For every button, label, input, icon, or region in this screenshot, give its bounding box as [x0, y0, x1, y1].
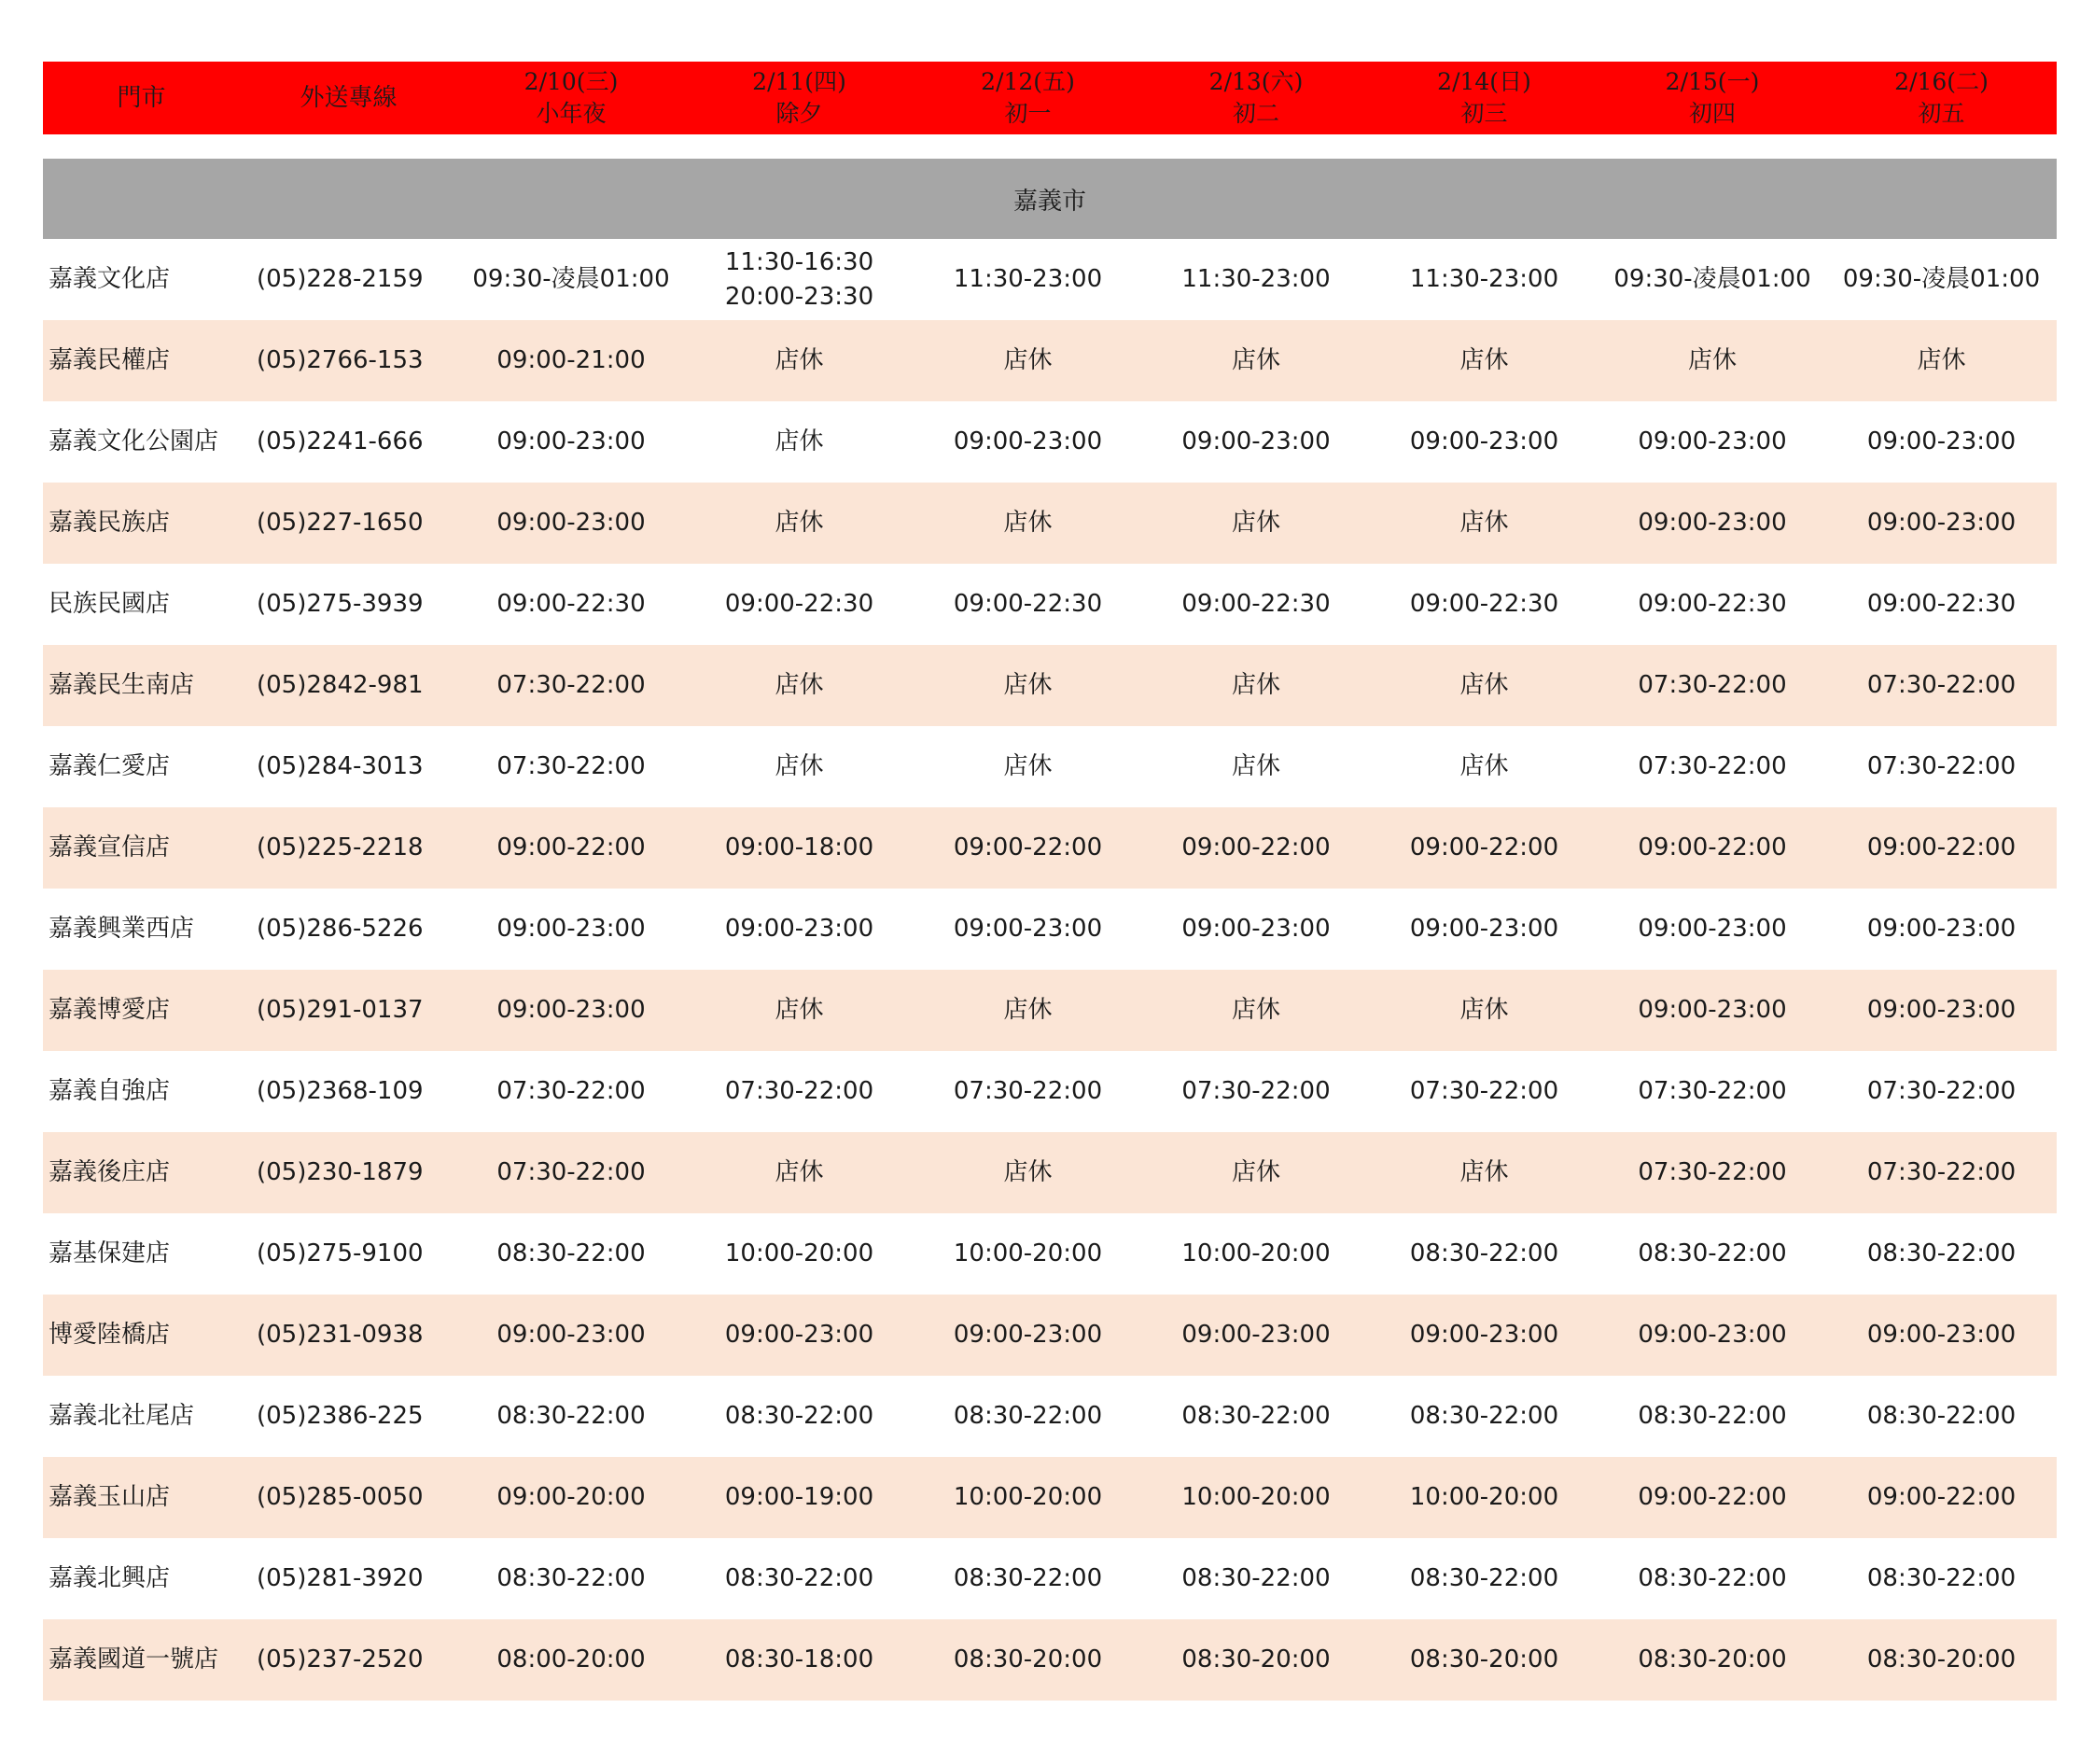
header-day-label: 初三 [1460, 100, 1508, 127]
opening-hours: 09:00-22:00 [1638, 833, 1787, 861]
opening-hours: 08:30-22:00 [724, 1402, 874, 1430]
table-row [43, 483, 2057, 564]
table-row [43, 1538, 2057, 1619]
delivery-phone: (05)2241-666 [257, 427, 424, 455]
opening-hours: 店休 [1003, 1158, 1053, 1186]
opening-hours: 09:00-23:00 [496, 915, 646, 943]
opening-hours: 09:00-22:30 [1409, 590, 1559, 618]
opening-hours: 09:00-23:00 [496, 509, 646, 537]
table-body [43, 239, 2057, 1701]
opening-hours: 店休 [1231, 996, 1280, 1024]
table-row [43, 564, 2057, 645]
table-row [43, 1457, 2057, 1538]
opening-hours: 09:00-20:00 [496, 1483, 646, 1511]
opening-hours: 07:30-22:00 [1866, 1158, 2017, 1186]
opening-hours: 08:30-22:00 [1409, 1402, 1559, 1430]
region-bar [43, 159, 2057, 239]
opening-hours: 07:30-22:00 [1866, 1077, 2017, 1105]
opening-hours: 08:30-22:00 [1866, 1564, 2017, 1592]
opening-hours: 09:00-23:00 [1866, 509, 2017, 537]
opening-hours: 店休 [1917, 346, 1966, 374]
header-day-date: 2/12(五) [981, 68, 1075, 95]
opening-hours: 店休 [1231, 346, 1280, 374]
opening-hours: 店休 [775, 752, 824, 780]
opening-hours: 09:00-22:30 [496, 590, 646, 618]
opening-hours: 07:30-22:00 [1638, 1077, 1787, 1105]
opening-hours: 08:30-22:00 [724, 1564, 874, 1592]
opening-hours: 07:30-22:00 [1866, 752, 2017, 780]
opening-hours: 09:00-22:00 [953, 833, 1103, 861]
opening-hours: 09:00-23:00 [1638, 1321, 1787, 1349]
opening-hours: 08:30-22:00 [1638, 1239, 1787, 1267]
opening-hours: 10:00-20:00 [1181, 1239, 1331, 1267]
opening-hours: 09:00-22:30 [1638, 590, 1787, 618]
header-day-label: 初二 [1232, 100, 1279, 127]
table-row [43, 726, 2057, 807]
opening-hours: 店休 [1459, 346, 1509, 374]
opening-hours: 07:30-22:00 [724, 1077, 874, 1105]
delivery-phone: (05)227-1650 [257, 509, 424, 537]
opening-hours: 07:30-22:00 [953, 1077, 1103, 1105]
region-label: 嘉義市 [1012, 187, 1086, 216]
opening-hours: 09:00-23:00 [724, 915, 874, 943]
header-day-label: 初四 [1688, 100, 1736, 127]
store-name: 嘉義文化店 [49, 265, 171, 293]
delivery-phone: (05)225-2218 [257, 833, 424, 861]
opening-hours: 07:30-22:00 [496, 671, 646, 699]
opening-hours: 店休 [1231, 509, 1280, 537]
opening-hours: 09:00-18:00 [724, 833, 874, 861]
opening-hours: 08:30-18:00 [724, 1645, 874, 1673]
store-name: 嘉義自強店 [49, 1077, 171, 1105]
header-day-label: 初一 [1004, 100, 1052, 127]
opening-hours: 店休 [1231, 752, 1280, 780]
delivery-phone: (05)228-2159 [257, 265, 424, 293]
delivery-phone: (05)2386-225 [257, 1402, 424, 1430]
header-store-label: 門市 [117, 84, 166, 112]
store-name: 嘉義民權店 [49, 346, 171, 374]
header-day-label: 小年夜 [536, 100, 607, 127]
table-row [43, 970, 2057, 1051]
store-name: 嘉義北興店 [49, 1564, 171, 1592]
opening-hours: 09:00-22:00 [1181, 833, 1331, 861]
header-store [43, 62, 240, 134]
opening-hours: 店休 [775, 1158, 824, 1186]
opening-hours: 08:30-22:00 [1181, 1402, 1331, 1430]
opening-hours: 08:30-22:00 [953, 1402, 1103, 1430]
delivery-phone: (05)286-5226 [257, 915, 424, 943]
opening-hours: 08:30-22:00 [1866, 1402, 2017, 1430]
opening-hours: 09:00-23:00 [496, 427, 646, 455]
opening-hours: 08:30-22:00 [1866, 1239, 2017, 1267]
opening-hours: 09:00-22:00 [1866, 833, 2017, 861]
opening-hours: 店休 [1459, 1158, 1509, 1186]
opening-hours: 店休 [1459, 996, 1509, 1024]
store-name: 博愛陸橋店 [49, 1321, 171, 1349]
opening-hours: 08:30-20:00 [1866, 1645, 2017, 1673]
opening-hours: 店休 [1231, 1158, 1280, 1186]
opening-hours: 08:30-22:00 [496, 1564, 646, 1592]
header-day-label: 除夕 [775, 100, 823, 127]
table-header [43, 62, 2057, 134]
opening-hours: 店休 [1003, 346, 1053, 374]
opening-hours: 08:30-22:00 [953, 1564, 1103, 1592]
opening-hours: 09:00-23:00 [1866, 1321, 2017, 1349]
opening-hours: 店休 [775, 996, 824, 1024]
header-day-label: 初五 [1918, 100, 1965, 127]
store-name: 嘉義國道一號店 [49, 1645, 219, 1673]
delivery-phone: (05)291-0137 [257, 996, 424, 1024]
opening-hours: 09:00-23:00 [724, 1321, 874, 1349]
delivery-phone: (05)281-3920 [257, 1564, 424, 1592]
header-day [914, 62, 1142, 134]
store-name: 嘉義博愛店 [49, 996, 171, 1024]
delivery-phone: (05)237-2520 [257, 1645, 424, 1673]
opening-hours: 09:00-23:00 [1866, 915, 2017, 943]
opening-hours: 07:30-22:00 [1409, 1077, 1559, 1105]
store-name: 嘉義仁愛店 [49, 752, 171, 780]
delivery-phone: (05)275-3939 [257, 590, 424, 618]
table-row [43, 239, 2057, 320]
schedule-table [43, 62, 2057, 1701]
table-row [43, 889, 2057, 970]
opening-hours: 08:30-20:00 [1638, 1645, 1787, 1673]
opening-hours: 07:30-22:00 [496, 752, 646, 780]
table-row [43, 807, 2057, 889]
opening-hours: 09:00-23:00 [1409, 427, 1559, 455]
opening-hours: 09:00-22:30 [1866, 590, 2017, 618]
opening-hours: 店休 [1459, 752, 1509, 780]
table-row [43, 645, 2057, 726]
header-day [1142, 62, 1370, 134]
header-day-date: 2/11(四) [752, 68, 846, 95]
delivery-phone: (05)231-0938 [257, 1321, 424, 1349]
opening-hours: 11:30-16:30 20:00-23:30 [724, 247, 874, 311]
opening-hours: 店休 [1459, 671, 1509, 699]
opening-hours: 09:00-23:00 [496, 996, 646, 1024]
opening-hours: 11:30-23:00 [1181, 265, 1331, 293]
header-day-date: 2/14(日) [1437, 68, 1531, 95]
opening-hours: 11:30-23:00 [1409, 265, 1559, 293]
opening-hours: 店休 [1003, 996, 1053, 1024]
opening-hours: 09:30-凌晨01:00 [1613, 265, 1811, 293]
opening-hours: 09:00-23:00 [953, 427, 1103, 455]
opening-hours: 09:00-23:00 [1409, 1321, 1559, 1349]
header-day [457, 62, 685, 134]
opening-hours: 07:30-22:00 [1181, 1077, 1331, 1105]
opening-hours: 08:30-22:00 [1409, 1564, 1559, 1592]
header-day-date: 2/16(二) [1894, 68, 1989, 95]
opening-hours: 店休 [1003, 752, 1053, 780]
header-spacer [43, 134, 2057, 159]
store-name: 嘉義文化公園店 [49, 427, 219, 455]
opening-hours: 08:30-22:00 [1409, 1239, 1559, 1267]
opening-hours: 店休 [1687, 346, 1737, 374]
opening-hours: 09:00-23:00 [1181, 1321, 1331, 1349]
store-name: 嘉義民生南店 [49, 671, 195, 699]
table-row [43, 1213, 2057, 1295]
opening-hours: 09:00-22:00 [496, 833, 646, 861]
opening-hours: 09:00-23:00 [1638, 996, 1787, 1024]
opening-hours: 店休 [775, 671, 824, 699]
header-day-date: 2/10(三) [524, 68, 619, 95]
opening-hours: 09:00-21:00 [496, 346, 646, 374]
opening-hours: 08:30-22:00 [1638, 1564, 1787, 1592]
header-phone [240, 62, 457, 134]
opening-hours: 09:00-22:30 [1181, 590, 1331, 618]
opening-hours: 11:30-23:00 [953, 265, 1103, 293]
opening-hours: 09:00-23:00 [1638, 509, 1787, 537]
opening-hours: 07:30-22:00 [1638, 671, 1787, 699]
opening-hours: 09:00-22:00 [1866, 1483, 2017, 1511]
table-row [43, 1132, 2057, 1213]
table-row [43, 1376, 2057, 1457]
table-row [43, 320, 2057, 401]
table-row [43, 1619, 2057, 1701]
opening-hours: 09:00-23:00 [1866, 996, 2017, 1024]
header-phone-label: 外送專線 [300, 84, 398, 112]
header-day [1826, 62, 2057, 134]
opening-hours: 09:30-凌晨01:00 [1842, 265, 2041, 293]
store-name: 民族民國店 [49, 590, 171, 618]
opening-hours: 08:00-20:00 [496, 1645, 646, 1673]
opening-hours: 09:00-22:00 [1638, 1483, 1787, 1511]
header-day [1598, 62, 1826, 134]
opening-hours: 店休 [1459, 509, 1509, 537]
opening-hours: 10:00-20:00 [724, 1239, 874, 1267]
opening-hours: 08:30-20:00 [1181, 1645, 1331, 1673]
store-name: 嘉義北社尾店 [49, 1402, 195, 1430]
header-day [1370, 62, 1598, 134]
opening-hours: 09:00-23:00 [953, 1321, 1103, 1349]
opening-hours: 09:00-22:00 [1409, 833, 1559, 861]
opening-hours: 07:30-22:00 [496, 1158, 646, 1186]
opening-hours: 店休 [775, 346, 824, 374]
opening-hours: 09:00-23:00 [496, 1321, 646, 1349]
opening-hours: 07:30-22:00 [1638, 752, 1787, 780]
delivery-phone: (05)285-0050 [257, 1483, 424, 1511]
opening-hours: 08:30-20:00 [1409, 1645, 1559, 1673]
opening-hours: 08:30-22:00 [1181, 1564, 1331, 1592]
opening-hours: 09:00-23:00 [1638, 427, 1787, 455]
store-name: 嘉基保建店 [49, 1239, 171, 1267]
opening-hours: 07:30-22:00 [1866, 671, 2017, 699]
opening-hours: 08:30-22:00 [496, 1402, 646, 1430]
opening-hours: 10:00-20:00 [953, 1483, 1103, 1511]
opening-hours: 店休 [1231, 671, 1280, 699]
delivery-phone: (05)2766-153 [257, 346, 424, 374]
opening-hours: 店休 [1003, 509, 1053, 537]
opening-hours: 08:30-22:00 [496, 1239, 646, 1267]
delivery-phone: (05)284-3013 [257, 752, 424, 780]
header-day-date: 2/13(六) [1208, 68, 1304, 95]
opening-hours: 09:00-22:30 [724, 590, 874, 618]
store-name: 嘉義後庄店 [49, 1158, 171, 1186]
store-name: 嘉義宣信店 [49, 833, 171, 861]
opening-hours: 09:00-22:30 [953, 590, 1103, 618]
header-day-date: 2/15(一) [1665, 68, 1760, 95]
opening-hours: 10:00-20:00 [1181, 1483, 1331, 1511]
store-name: 嘉義民族店 [49, 509, 171, 537]
opening-hours: 店休 [1003, 671, 1053, 699]
opening-hours: 09:00-23:00 [953, 915, 1103, 943]
opening-hours: 09:00-23:00 [1181, 427, 1331, 455]
opening-hours: 09:00-23:00 [1638, 915, 1787, 943]
table-row [43, 401, 2057, 483]
opening-hours: 09:00-23:00 [1409, 915, 1559, 943]
opening-hours: 09:00-23:00 [1181, 915, 1331, 943]
header-day [685, 62, 914, 134]
opening-hours: 店休 [775, 509, 824, 537]
opening-hours: 09:00-23:00 [1866, 427, 2017, 455]
opening-hours: 08:30-22:00 [1638, 1402, 1787, 1430]
opening-hours: 10:00-20:00 [953, 1239, 1103, 1267]
opening-hours: 08:30-20:00 [953, 1645, 1103, 1673]
table-row [43, 1051, 2057, 1132]
delivery-phone: (05)230-1879 [257, 1158, 424, 1186]
store-name: 嘉義玉山店 [49, 1483, 171, 1511]
table-row [43, 1295, 2057, 1376]
delivery-phone: (05)2368-109 [257, 1077, 424, 1105]
opening-hours: 07:30-22:00 [1638, 1158, 1787, 1186]
delivery-phone: (05)2842-981 [257, 671, 424, 699]
opening-hours: 09:00-19:00 [724, 1483, 874, 1511]
opening-hours: 09:30-凌晨01:00 [472, 265, 670, 293]
delivery-phone: (05)275-9100 [257, 1239, 424, 1267]
store-name: 嘉義興業西店 [49, 915, 195, 943]
opening-hours: 10:00-20:00 [1409, 1483, 1559, 1511]
opening-hours: 店休 [775, 427, 824, 455]
opening-hours: 07:30-22:00 [496, 1077, 646, 1105]
